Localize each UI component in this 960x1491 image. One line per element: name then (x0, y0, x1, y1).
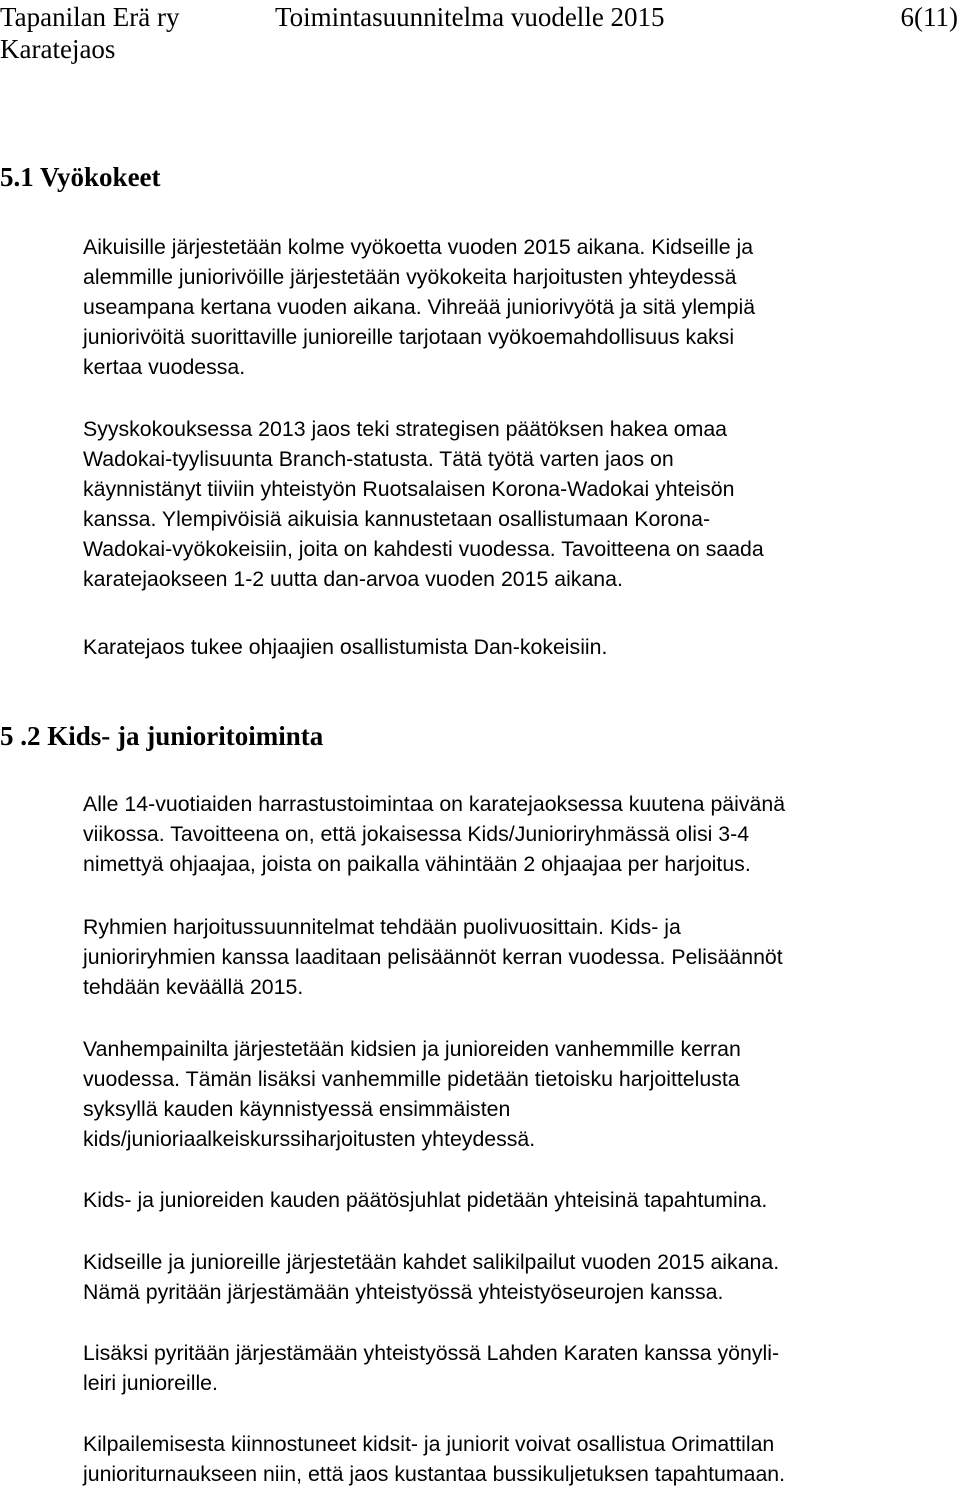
text-line: junioriturnaukseen niin, että jaos kustantaa bussikuljetuksen tapahtumaan. (83, 1462, 786, 1486)
text-line: viikossa. Tavoitteena on, että jokaisessa Kids/Junioriryhmässä olisi 3-4 (83, 822, 750, 846)
text-line: leiri junioreille. (83, 1371, 218, 1395)
paragraph (83, 414, 960, 594)
text-line: junioriryhmien kanssa laaditaan pelisäännöt kerran vuodessa. Pelisäännöt (83, 945, 783, 969)
text-line: syksyllä kauden käynnistyessä ensimmäisten (83, 1097, 511, 1121)
text-line: Vanhempainilta järjestetään kidsien ja junioreiden vanhemmille kerran (83, 1037, 741, 1061)
paragraph (83, 912, 960, 1002)
text-line: kanssa. Ylempivöisiä aikuisia kannustetaan osallistumaan Korona- (83, 507, 711, 531)
text-line: useampana kertana vuoden aikana. Vihreää juniorivyötä ja sitä ylempiä (83, 295, 756, 319)
text-line: alemmille juniorivöille järjestetään vyökokeita harjoitusten yhteydessä (83, 265, 737, 289)
paragraph (83, 789, 960, 879)
paragraph (83, 1185, 960, 1215)
text-line: Kids- ja junioreiden kauden päätösjuhlat pidetään yhteisinä tapahtumina. (83, 1188, 768, 1212)
text-line: kertaa vuodessa. (83, 355, 246, 379)
text-line: vuodessa. Tämän lisäksi vanhemmille pidetään tietoisku harjoittelusta (83, 1067, 740, 1091)
text-line: Wadokai-tyylisuunta Branch-statusta. Tätä työtä varten jaos on (83, 447, 674, 471)
text-line: Nämä pyritään järjestämään yhteistyössä yhteistyöseurojen kanssa. (83, 1280, 724, 1304)
text-line: Alle 14-vuotiaiden harrastustoimintaa on karatejaoksessa kuutena päivänä (83, 792, 786, 816)
text-line: Aikuisille järjestetään kolme vyökoetta vuoden 2015 aikana. Kidseille ja (83, 235, 754, 259)
text-line: Ryhmien harjoitussuunnitelmat tehdään puolivuosittain. Kids- ja (83, 915, 681, 939)
paragraph (83, 232, 960, 382)
text-line: juniorivöitä suorittaville junioreille tarjotaan vyökoemahdollisuus kaksi (83, 325, 735, 349)
text-line: Wadokai-vyökokeisiin, joita on kahdesti vuodessa. Tavoitteena on saada (83, 537, 764, 561)
text-line: Lisäksi pyritään järjestämään yhteistyössä Lahden Karaten kanssa yönyli- (83, 1341, 780, 1365)
text-line: karatejaokseen 1-2 uutta dan-arvoa vuoden 2015 aikana. (83, 567, 623, 591)
section-heading-kids-junioritoiminta: 5 .2 Kids- ja junioritoiminta (0, 721, 324, 751)
text-line: nimettyä ohjaajaa, joista on paikalla vähintään 2 ohjaajaa per harjoitus. (83, 852, 751, 876)
header-page-number: 6(11) (900, 2, 958, 32)
text-line: Kilpailemisesta kiinnostuneet kidsit- ja juniorit voivat osallistua Orimattilan (83, 1432, 775, 1456)
paragraph (83, 1429, 960, 1489)
text-line: Karatejaos tukee ohjaajien osallistumista Dan-kokeisiin. (83, 635, 608, 659)
paragraph (83, 1034, 960, 1154)
text-line: tehdään keväällä 2015. (83, 975, 304, 999)
paragraph (83, 1338, 960, 1398)
paragraph (83, 1247, 960, 1307)
header-organization: Tapanilan Erä ry (0, 2, 180, 32)
text-line: kids/junioriaalkeiskurssiharjoitusten yhteydessä. (83, 1127, 536, 1151)
text-line: Kidseille ja junioreille järjestetään kahdet salikilpailut vuoden 2015 aikana. (83, 1250, 780, 1274)
paragraph (83, 632, 960, 662)
header-document-title: Toimintasuunnitelma vuodelle 2015 (275, 2, 665, 32)
section-heading-vyokokeet: 5.1 Vyökokeet (0, 162, 161, 192)
text-line: Syyskokouksessa 2013 jaos teki strategisen päätöksen hakea omaa (83, 417, 728, 441)
header-section-name: Karatejaos (0, 34, 116, 64)
text-line: käynnistänyt tiiviin yhteistyön Ruotsalaisen Korona-Wadokai yhteisön (83, 477, 735, 501)
